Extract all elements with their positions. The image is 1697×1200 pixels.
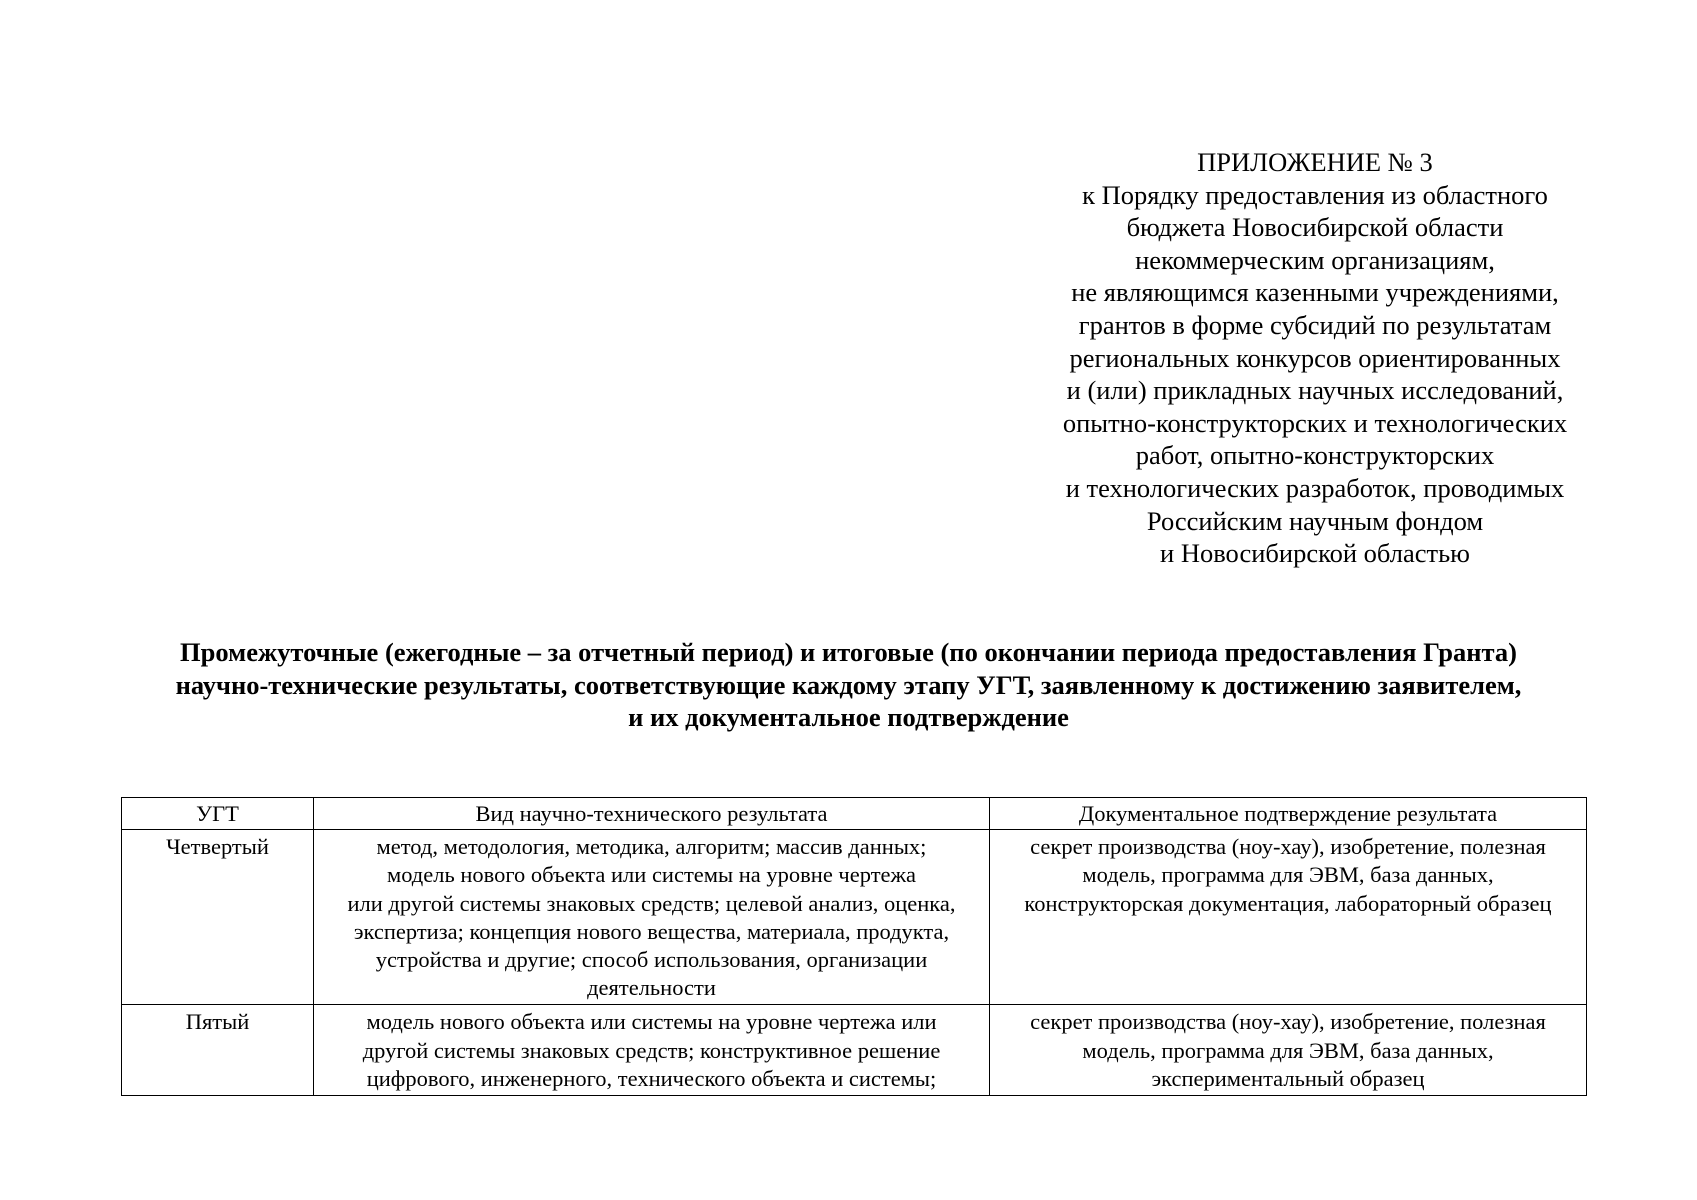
title-line: и их документальное подтверждение [628, 702, 1069, 732]
title-line: Промежуточные (ежегодные – за отчетный период) и итоговые (по окончании периода предоставления Гранта) [180, 637, 1517, 667]
appendix-line: Российским научным фондом [1146, 505, 1484, 536]
appendix-line: опытно-конструкторских и технологических [1062, 407, 1568, 438]
confirmation-line: конструкторская документация, лабораторный образец [1024, 890, 1552, 916]
appendix-number: ПРИЛОЖЕНИЕ № 3 [1197, 147, 1433, 177]
confirmation-line: модель, программа для ЭВМ, база данных, [1082, 1037, 1494, 1063]
table-row [122, 1005, 1587, 1096]
cell-result-type [314, 1005, 990, 1096]
cell-confirmation [990, 1005, 1587, 1096]
appendix-line: и технологических разработок, проводимых [1065, 472, 1565, 503]
cell-level [122, 1005, 314, 1096]
results-table [121, 797, 1587, 1096]
header-level: УГТ [122, 798, 314, 830]
confirmation-line: модель, программа для ЭВМ, база данных, [1082, 862, 1494, 888]
appendix-header [1030, 146, 1600, 570]
appendix-line: некоммерческим организациям, [1135, 244, 1495, 275]
confirmation-line: секрет производства (ноу-хау), изобретение, полезная [1030, 834, 1546, 860]
appendix-line: бюджета Новосибирской области [1126, 212, 1504, 243]
result-line: деятельности [587, 975, 716, 1001]
result-line: экспертиза; концепция нового вещества, материала, продукта, [353, 918, 950, 944]
header-result-type: Вид научно-технического результата [314, 798, 990, 830]
cell-confirmation [990, 830, 1587, 1005]
cell-level [122, 830, 314, 1005]
appendix-line: и Новосибирской областью [1160, 538, 1470, 569]
level-text: Пятый [185, 1009, 250, 1035]
result-line: другой системы знаковых средств; конструктивное решение [362, 1037, 941, 1063]
table-row [122, 830, 1587, 1005]
result-line: модель нового объекта или системы на уровне чертежа [386, 862, 917, 888]
result-line: устройства и другие; способ использования, организации [375, 947, 928, 973]
result-line: или другой системы знаковых средств; целевой анализ, оценка, [347, 890, 956, 916]
title-line: научно-технические результаты, соответствующие каждому этапу УГТ, заявленному к достижению заявителем, [175, 669, 1522, 700]
level-text: Четвертый [166, 834, 269, 860]
cell-result-type [314, 830, 990, 1005]
appendix-line: и (или) прикладных научных исследований, [1066, 375, 1564, 406]
confirmation-line: экспериментальный образец [1151, 1065, 1425, 1091]
result-line: метод, методология, методика, алгоритм; массив данных; [376, 834, 927, 860]
appendix-line: региональных конкурсов ориентированных [1069, 342, 1561, 373]
header-confirmation: Документальное подтверждение результата [990, 798, 1587, 830]
appendix-line: работ, опытно-конструкторских [1135, 440, 1495, 471]
appendix-line: к Порядку предоставления из областного [1082, 179, 1548, 210]
result-line: цифрового, инженерного, технического объекта и системы; [366, 1065, 937, 1091]
table-header-row [122, 798, 1587, 830]
result-line: модель нового объекта или системы на уровне чертежа или [366, 1009, 937, 1035]
confirmation-line: секрет производства (ноу-хау), изобретение, полезная [1030, 1009, 1546, 1035]
appendix-line: не являющимся казенными учреждениями, [1071, 277, 1559, 308]
document-title [100, 636, 1597, 734]
appendix-line: грантов в форме субсидий по результатам [1078, 309, 1552, 340]
